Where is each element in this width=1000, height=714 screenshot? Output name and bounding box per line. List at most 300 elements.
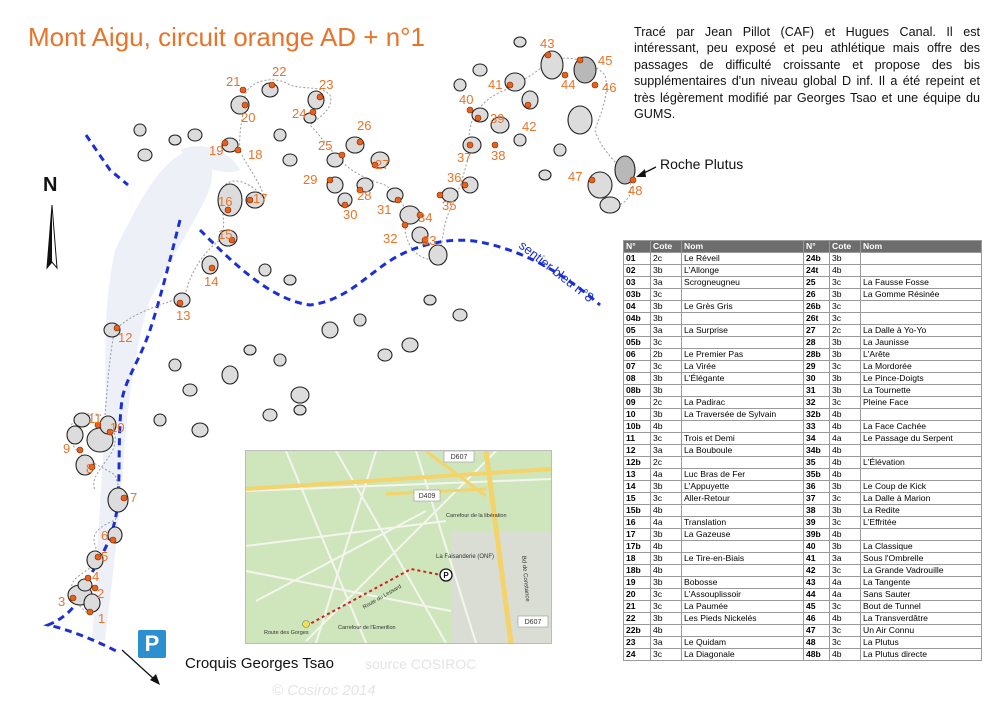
cell-cote: 4b	[651, 565, 682, 577]
table-row	[624, 361, 982, 373]
table-row	[624, 625, 982, 637]
circuit-description: Tracé par Jean Pillot (CAF) et Hugues Canal. Il est intéressant, peu exposé et peu athlétique mais offre des passages de difficulté croissante et propose des bis supplémentaires d'un niveau global D inf. Il a été repeint et très légèrement modifié par Georges Tsao et une équipe du GUMS.	[634, 25, 980, 122]
header-num-2: N°	[804, 241, 830, 253]
boulder-label-42: 42	[522, 119, 537, 134]
cell-num-2: 34	[804, 433, 830, 445]
cell-nom	[682, 541, 804, 553]
cell-nom-2: Le Coup de Kick	[861, 481, 982, 493]
cell-cote: 2c	[651, 253, 682, 265]
table-row	[624, 613, 982, 625]
cell-cote: 3a	[651, 445, 682, 457]
boulder-label-20: 20	[241, 110, 256, 125]
header-cote-2: Cote	[830, 241, 861, 253]
cell-num-2: 48	[804, 637, 830, 649]
table-row	[624, 289, 982, 301]
inset-place-liberation: Carrefour de la libération	[446, 513, 507, 519]
cell-nom-2: Pleine Face	[861, 397, 982, 409]
cell-nom: Translation	[682, 517, 804, 529]
table-row	[624, 433, 982, 445]
boulder-label-33: 33	[422, 233, 437, 248]
cell-num-2: 28b	[804, 349, 830, 361]
cell-cote: 2c	[651, 457, 682, 469]
cell-nom: Trois et Demi	[682, 433, 804, 445]
cell-num: 18b	[624, 565, 651, 577]
boulder-label-18: 18	[248, 147, 263, 162]
boulder-label-7: 7	[130, 490, 138, 505]
cell-cote: 4b	[651, 625, 682, 637]
cell-cote-2: 3c	[830, 493, 861, 505]
cell-cote: 3c	[651, 589, 682, 601]
cell-nom: L'Assouplissoir	[682, 589, 804, 601]
cell-nom-2	[861, 301, 982, 313]
cell-nom-2	[861, 529, 982, 541]
cell-num-2: 35b	[804, 469, 830, 481]
boulder-label-3: 3	[58, 594, 66, 609]
boulder-label-17: 17	[253, 191, 268, 206]
cell-num-2: 37	[804, 493, 830, 505]
cell-num-2: 46	[804, 613, 830, 625]
cell-cote: 3b	[651, 409, 682, 421]
cell-num: 24	[624, 649, 651, 661]
cell-nom: Bobosse	[682, 577, 804, 589]
cell-cote-2: 3b	[830, 253, 861, 265]
cell-nom: Luc Bras de Fer	[682, 469, 804, 481]
cell-nom: La Bouboule	[682, 445, 804, 457]
boulder-label-5: 5	[101, 549, 109, 564]
table-row	[624, 253, 982, 265]
cell-cote-2: 3b	[830, 337, 861, 349]
cell-nom-2: La Grande Vadrouille	[861, 565, 982, 577]
table-row	[624, 649, 982, 661]
boulder-label-26: 26	[357, 118, 372, 133]
cell-num-2: 33	[804, 421, 830, 433]
boulder-label-27: 27	[375, 157, 390, 172]
cell-num: 08b	[624, 385, 651, 397]
cell-nom: Le Premier Pas	[682, 349, 804, 361]
cell-cote-2: 3b	[830, 505, 861, 517]
cell-num: 07	[624, 361, 651, 373]
cell-nom	[682, 565, 804, 577]
cell-num: 20	[624, 589, 651, 601]
boulder-label-2: 2	[97, 586, 105, 601]
cell-num: 17	[624, 529, 651, 541]
cell-cote-2: 4a	[830, 577, 861, 589]
cell-nom: La Paumée	[682, 601, 804, 613]
cell-cote-2: 4b	[830, 457, 861, 469]
table-row	[624, 409, 982, 421]
boulder-label-1: 1	[98, 611, 106, 626]
cell-nom: Le Tire-en-Biais	[682, 553, 804, 565]
cell-nom: La Padirac	[682, 397, 804, 409]
cell-cote: 3c	[651, 289, 682, 301]
table-row	[624, 325, 982, 337]
watermark-figure	[92, 146, 240, 640]
cell-cote-2: 4b	[830, 265, 861, 277]
cell-cote: 3b	[651, 529, 682, 541]
table-row	[624, 565, 982, 577]
table-row	[624, 553, 982, 565]
table-header-row	[624, 241, 982, 253]
cell-nom: Aller-Retour	[682, 493, 804, 505]
cell-num: 12b	[624, 457, 651, 469]
boulder-label-35: 35	[442, 198, 457, 213]
cell-num: 02	[624, 265, 651, 277]
cell-cote: 3c	[651, 433, 682, 445]
cell-num-2: 41	[804, 553, 830, 565]
cell-nom: Les Pieds Nickelés	[682, 613, 804, 625]
table-row	[624, 505, 982, 517]
cell-cote: 3b	[651, 313, 682, 325]
cell-cote: 3b	[651, 265, 682, 277]
boulder-label-12: 12	[118, 330, 133, 345]
cell-cote-2: 3b	[830, 289, 861, 301]
cell-nom-2: La Dalle à Marion	[861, 493, 982, 505]
cell-num: 23	[624, 637, 651, 649]
cell-cote: 3b	[651, 373, 682, 385]
cell-nom: La Traversée de Sylvain	[682, 409, 804, 421]
cell-num: 22	[624, 613, 651, 625]
inset-parking-label: P	[443, 571, 449, 580]
table-row	[624, 601, 982, 613]
cell-nom: La Gazeuse	[682, 529, 804, 541]
cell-num: 17b	[624, 541, 651, 553]
boulder-label-15: 15	[218, 227, 233, 242]
cell-num-2: 34b	[804, 445, 830, 457]
cell-num: 19	[624, 577, 651, 589]
cell-num: 12	[624, 445, 651, 457]
cell-cote-2: 4b	[830, 529, 861, 541]
cell-cote-2: 3c	[830, 565, 861, 577]
cell-nom-2: La Dalle à Yo-Yo	[861, 325, 982, 337]
cell-nom-2: Le Passage du Serpent	[861, 433, 982, 445]
table-row	[624, 265, 982, 277]
cell-cote-2: 3c	[830, 637, 861, 649]
boulder-label-23: 23	[319, 77, 334, 92]
cell-num: 09	[624, 397, 651, 409]
cell-nom-2	[861, 265, 982, 277]
cell-cote-2: 3a	[830, 553, 861, 565]
cell-num: 10b	[624, 421, 651, 433]
cell-nom: Le Réveil	[682, 253, 804, 265]
cell-nom-2: La Face Cachée	[861, 421, 982, 433]
cell-nom-2: La Plutus directe	[861, 649, 982, 661]
cell-cote: 3b	[651, 553, 682, 565]
parking-icon: P	[138, 630, 166, 658]
cell-num: 01	[624, 253, 651, 265]
cell-nom	[682, 505, 804, 517]
table-row	[624, 529, 982, 541]
cell-nom-2: Bout de Tunnel	[861, 601, 982, 613]
cell-cote-2: 3b	[830, 373, 861, 385]
cell-num-2: 26t	[804, 313, 830, 325]
cell-cote-2: 3c	[830, 301, 861, 313]
inset-place-faisanderie: La Faisanderie (ONF)	[436, 554, 495, 560]
copyright: © Cosiroc 2014	[272, 682, 376, 699]
table-row	[624, 349, 982, 361]
sentier-label: sentier bleu n°8	[516, 237, 597, 306]
boulder-label-14: 14	[204, 274, 219, 289]
location-inset-map	[245, 450, 552, 644]
cell-cote: 3b	[651, 613, 682, 625]
cell-nom-2: Sous l'Ombrelle	[861, 553, 982, 565]
inset-place-gorges: Route des Gorges	[264, 630, 309, 636]
cell-cote-2: 4b	[830, 421, 861, 433]
table-row	[624, 589, 982, 601]
table-row	[624, 541, 982, 553]
credit-croquis: Croquis Georges Tsao	[185, 655, 334, 672]
cell-num-2: 26	[804, 289, 830, 301]
cell-cote: 3c	[651, 337, 682, 349]
boulder-label-48: 48	[628, 183, 643, 198]
cell-nom-2: La Jaunisse	[861, 337, 982, 349]
cell-cote-2: 3c	[830, 517, 861, 529]
cell-cote-2: 3c	[830, 601, 861, 613]
cell-cote: 3c	[651, 493, 682, 505]
cell-cote: 4b	[651, 421, 682, 433]
boulder-label-29: 29	[303, 172, 318, 187]
cell-num: 14	[624, 481, 651, 493]
boulder-label-41: 41	[488, 77, 503, 92]
cell-nom	[682, 289, 804, 301]
table-row	[624, 421, 982, 433]
cell-num-2: 38	[804, 505, 830, 517]
boulder-label-21: 21	[226, 74, 241, 89]
cell-num-2: 44	[804, 589, 830, 601]
cell-cote-2: 3b	[830, 541, 861, 553]
boulder-label-25: 25	[318, 138, 333, 153]
cell-nom-2	[861, 409, 982, 421]
cell-nom	[682, 313, 804, 325]
table-row	[624, 385, 982, 397]
boulder-label-10: 10	[110, 420, 125, 435]
boulder-label-9: 9	[63, 441, 71, 456]
cell-nom: L'Allonge	[682, 265, 804, 277]
cell-nom-2	[861, 253, 982, 265]
cell-num-2: 29	[804, 361, 830, 373]
cell-num: 13	[624, 469, 651, 481]
cell-cote: 2b	[651, 349, 682, 361]
cell-cote-2: 3c	[830, 625, 861, 637]
cell-num-2: 40	[804, 541, 830, 553]
table-row	[624, 577, 982, 589]
cell-nom-2: Un Air Connu	[861, 625, 982, 637]
cell-num-2: 42	[804, 565, 830, 577]
boulder-label-34: 34	[418, 210, 433, 225]
route-table-body	[624, 253, 982, 661]
roche-plutus-label: Roche Plutus	[660, 156, 744, 172]
cell-nom: Scrogneugneu	[682, 277, 804, 289]
cell-nom: L'Appuyette	[682, 481, 804, 493]
cell-cote: 3a	[651, 325, 682, 337]
inset-location-pin-icon	[303, 621, 310, 628]
table-row	[624, 637, 982, 649]
cell-num-2: 24b	[804, 253, 830, 265]
cell-nom-2: La Redite	[861, 505, 982, 517]
route-table	[623, 240, 982, 661]
boulder-label-4: 4	[92, 569, 100, 584]
boulder-label-38: 38	[491, 148, 506, 163]
cell-cote: 3a	[651, 637, 682, 649]
cell-cote-2: 3b	[830, 349, 861, 361]
cell-num: 03b	[624, 289, 651, 301]
cell-num-2: 48b	[804, 649, 830, 661]
cell-cote: 3b	[651, 385, 682, 397]
cell-cote: 3c	[651, 649, 682, 661]
cell-cote-2: 3c	[830, 397, 861, 409]
cell-num-2: 24t	[804, 265, 830, 277]
cell-nom	[682, 625, 804, 637]
cell-num-2: 28	[804, 337, 830, 349]
cell-cote-2: 4a	[830, 589, 861, 601]
cell-nom-2: La Plutus	[861, 637, 982, 649]
cell-nom: La Surprise	[682, 325, 804, 337]
cell-cote: 3b	[651, 301, 682, 313]
boulder-label-36: 36	[447, 170, 462, 185]
credit-source: source COSIROC	[365, 656, 477, 672]
boulder-label-11: 11	[88, 411, 102, 426]
cell-cote-2: 4b	[830, 409, 861, 421]
cell-nom: L'Élégante	[682, 373, 804, 385]
cell-cote: 3b	[651, 481, 682, 493]
cell-nom: Le Quidam	[682, 637, 804, 649]
cell-cote: 3c	[651, 361, 682, 373]
north-label: N	[43, 174, 58, 196]
cell-num-2: 39	[804, 517, 830, 529]
boulder-label-47: 47	[568, 169, 583, 184]
cell-nom-2: Le Pince-Doigts	[861, 373, 982, 385]
cell-cote: 2c	[651, 397, 682, 409]
cell-num: 04	[624, 301, 651, 313]
boulder-label-13: 13	[176, 308, 191, 323]
cell-num-2: 30	[804, 373, 830, 385]
cell-nom-2: La Tangente	[861, 577, 982, 589]
roche-plutus-arrow-icon	[636, 167, 656, 177]
cell-nom	[682, 421, 804, 433]
table-row	[624, 445, 982, 457]
cell-cote-2: 3c	[830, 313, 861, 325]
cell-cote: 3a	[651, 277, 682, 289]
cell-num-2: 45	[804, 601, 830, 613]
cell-nom: Le Grès Gris	[682, 301, 804, 313]
cell-nom-2: La Transverdâtre	[861, 613, 982, 625]
cell-nom	[682, 337, 804, 349]
cell-num: 06	[624, 349, 651, 361]
table-row	[624, 313, 982, 325]
boulder-label-40: 40	[459, 92, 474, 107]
inset-map-svg	[246, 451, 551, 643]
boulder-label-43: 43	[540, 36, 555, 51]
cell-nom	[682, 385, 804, 397]
cell-nom-2: Sans Sauter	[861, 589, 982, 601]
boulder-label-28: 28	[357, 188, 372, 203]
cell-num: 15b	[624, 505, 651, 517]
boulder-label-45: 45	[598, 53, 613, 68]
cell-cote-2: 4b	[830, 613, 861, 625]
boulder-label-24: 24	[292, 106, 307, 121]
cell-num: 11	[624, 433, 651, 445]
boulder-label-22: 22	[272, 64, 287, 79]
inset-place-emerillon: Carrefour de l'Emerillon	[338, 625, 396, 631]
cell-cote: 4b	[651, 505, 682, 517]
cell-num: 08	[624, 373, 651, 385]
boulder-label-16: 16	[218, 194, 233, 209]
cell-nom-2: La Gomme Résinée	[861, 289, 982, 301]
cell-cote-2: 3b	[830, 481, 861, 493]
cell-num: 15	[624, 493, 651, 505]
cell-cote: 4b	[651, 541, 682, 553]
cell-num-2: 26b	[804, 301, 830, 313]
cell-num-2: 25	[804, 277, 830, 289]
cell-num-2: 43	[804, 577, 830, 589]
cell-num: 05	[624, 325, 651, 337]
cell-num: 21	[624, 601, 651, 613]
boulder-label-44: 44	[561, 77, 576, 92]
header-num: N°	[624, 241, 651, 253]
cell-cote: 3b	[651, 577, 682, 589]
cell-nom-2: L'Effritée	[861, 517, 982, 529]
header-cote: Cote	[651, 241, 682, 253]
cell-num: 18	[624, 553, 651, 565]
cell-num: 10	[624, 409, 651, 421]
table-row	[624, 337, 982, 349]
boulder-label-39: 39	[490, 111, 505, 126]
table-row	[624, 517, 982, 529]
north-arrow-icon	[47, 205, 57, 268]
boulder-label-30: 30	[343, 207, 358, 222]
inset-road-d607-top: D607	[450, 454, 468, 461]
table-row	[624, 277, 982, 289]
cell-cote-2: 4b	[830, 445, 861, 457]
cell-num-2: 32	[804, 397, 830, 409]
boulder-label-46: 46	[602, 80, 617, 95]
boulder-label-6: 6	[101, 528, 109, 543]
boulder-label-31: 31	[377, 202, 392, 217]
header-nom-2: Nom	[861, 241, 982, 253]
cell-cote-2: 3c	[830, 361, 861, 373]
cell-nom: La Virée	[682, 361, 804, 373]
header-nom: Nom	[682, 241, 804, 253]
cell-num-2: 31	[804, 385, 830, 397]
cell-cote: 4a	[651, 517, 682, 529]
page-title: Mont Aigu, circuit orange AD + n°1	[28, 22, 426, 52]
cell-nom-2	[861, 313, 982, 325]
table-row	[624, 469, 982, 481]
cell-nom-2: La Tournette	[861, 385, 982, 397]
table-row	[624, 397, 982, 409]
cell-cote-2: 4b	[830, 469, 861, 481]
cell-cote-2: 4b	[830, 649, 861, 661]
cell-num-2: 39b	[804, 529, 830, 541]
cell-nom-2: L'Arête	[861, 349, 982, 361]
inset-road-d607-bottom: D607	[524, 619, 542, 626]
table-row	[624, 373, 982, 385]
cell-cote-2: 3b	[830, 385, 861, 397]
cell-num-2: 32b	[804, 409, 830, 421]
cell-num: 03	[624, 277, 651, 289]
boulder-label-37: 37	[457, 150, 472, 165]
boulder-label-19: 19	[209, 143, 224, 158]
cell-num: 22b	[624, 625, 651, 637]
inset-road-d409: D409	[418, 493, 436, 500]
cell-nom-2	[861, 469, 982, 481]
cell-num-2: 36	[804, 481, 830, 493]
cell-cote-2: 4a	[830, 433, 861, 445]
cell-cote-2: 3c	[830, 277, 861, 289]
inset-place-lessard: Route du Lessard	[362, 583, 403, 611]
table-row	[624, 301, 982, 313]
cell-num: 04b	[624, 313, 651, 325]
boulder-label-32: 32	[383, 231, 398, 246]
